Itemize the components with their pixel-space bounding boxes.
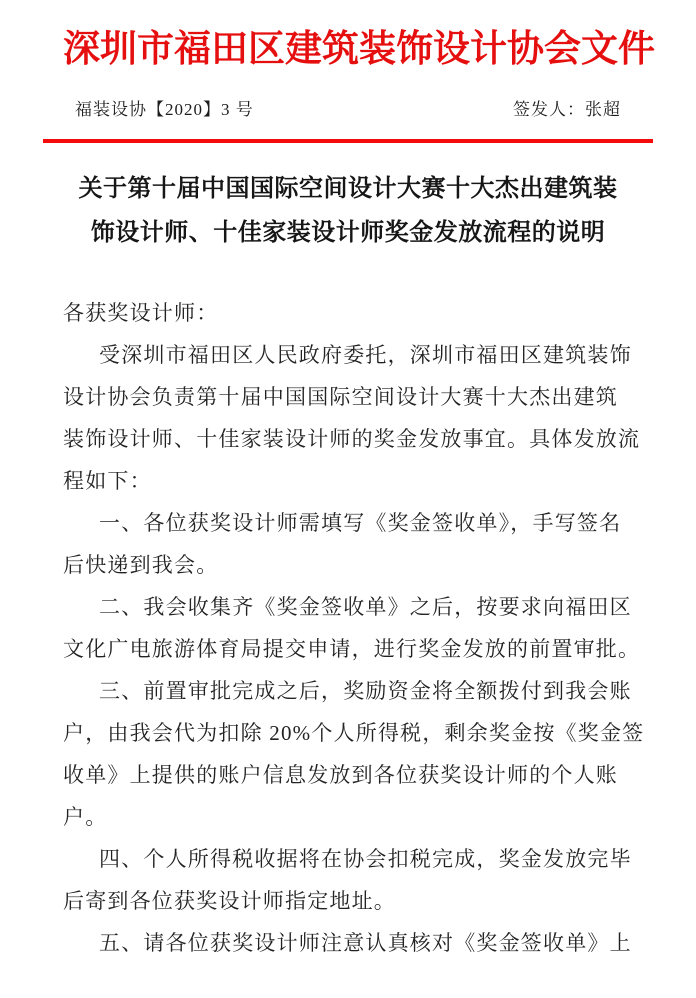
body-line: 二、我会收集齐《奖金签收单》之后，按要求向福田区 xyxy=(99,595,632,620)
document-title xyxy=(63,167,633,255)
red-separator-rule xyxy=(43,139,653,143)
body-line: 各获奖设计师： xyxy=(63,301,219,326)
doc-meta-row xyxy=(63,95,633,120)
body-line: 收单》上提供的账户信息发放到各位获奖设计师的个人账 xyxy=(63,763,618,788)
body-line: 文化广电旅游体育局提交申请，进行奖金发放的前置审批。 xyxy=(63,637,641,662)
body-line: 程如下： xyxy=(63,469,152,494)
body-line: 设计协会负责第十届中国国际空间设计大赛十大杰出建筑 xyxy=(63,385,618,410)
document-body xyxy=(63,292,645,964)
org-header-title: 深圳市福田区建筑装饰设计协会文件 xyxy=(63,29,655,70)
document-title-line-1: 关于第十届中国国际空间设计大赛十大杰出建筑装 xyxy=(78,176,618,203)
document-title-line-2: 饰设计师、十佳家装设计师奖金发放流程的说明 xyxy=(90,220,606,247)
body-line: 户。 xyxy=(63,805,108,830)
body-line: 五、请各位获奖设计师注意认真核对《奖金签收单》上 xyxy=(99,931,632,956)
body-line: 三、前置审批完成之后，奖励资金将全额拨付到我会账 xyxy=(99,679,632,704)
issuer-name: 签发人：张超 xyxy=(513,100,621,120)
body-line: 后寄到各位获奖设计师指定地址。 xyxy=(63,889,396,914)
body-line: 后快递到我会。 xyxy=(63,553,219,578)
doc-number: 福装设协【2020】3 号 xyxy=(75,100,254,120)
body-line: 装饰设计师、十佳家装设计师的奖金发放事宜。具体发放流 xyxy=(63,427,641,452)
body-line: 户，由我会代为扣除 20%个人所得税，剩余奖金按《奖金签 xyxy=(63,721,645,746)
body-line: 四、个人所得税收据将在协会扣税完成，奖金发放完毕 xyxy=(99,847,632,872)
body-line: 受深圳市福田区人民政府委托，深圳市福田区建筑装饰 xyxy=(99,343,632,368)
body-line: 一、各位获奖设计师需填写《奖金签收单》，手写签名 xyxy=(99,511,622,536)
